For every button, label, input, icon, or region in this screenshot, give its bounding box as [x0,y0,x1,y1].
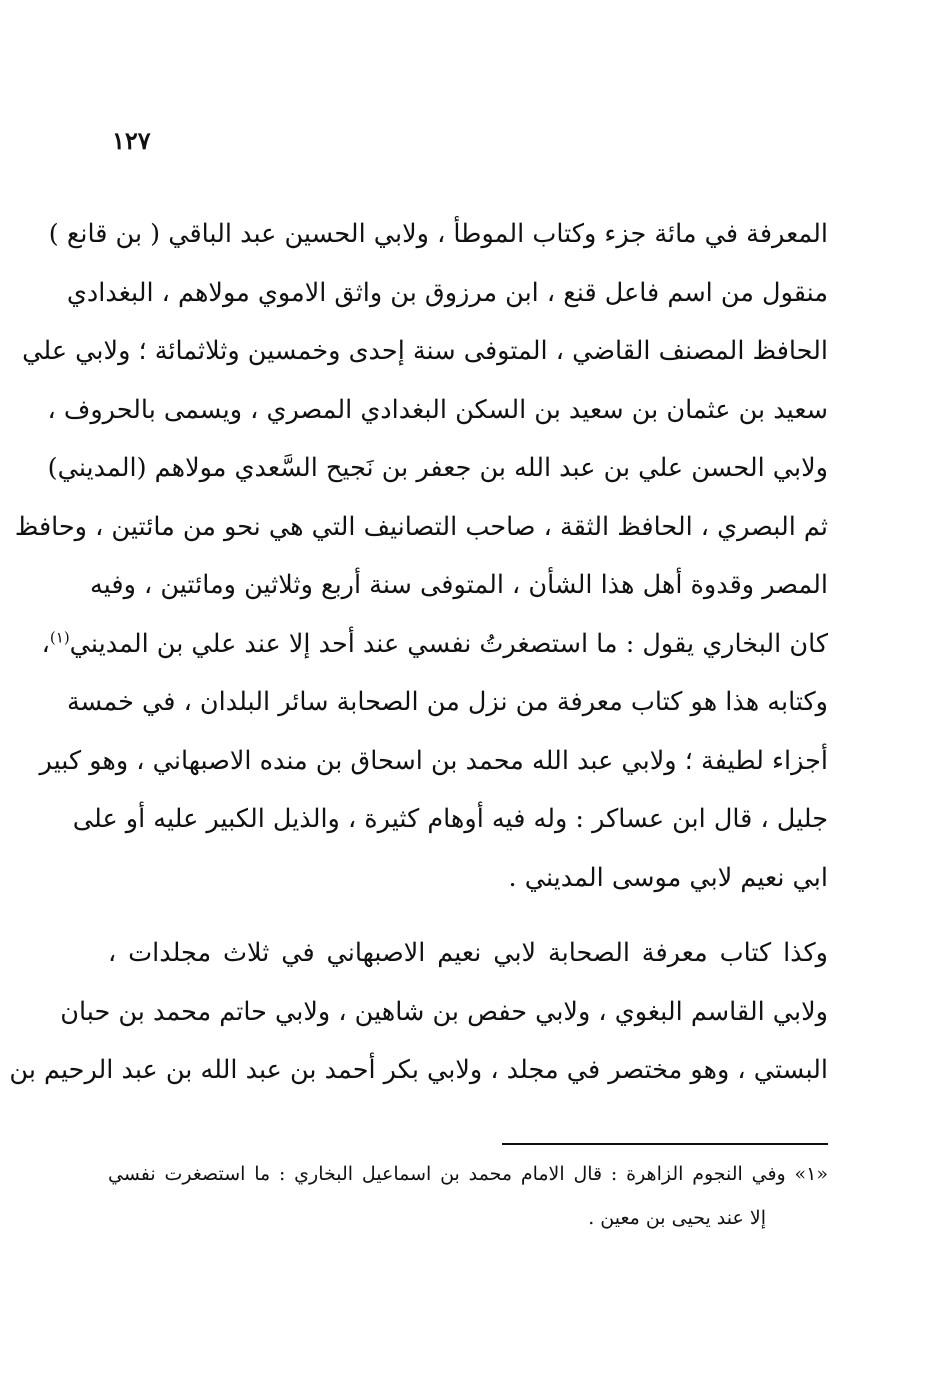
footnote-line: إلا عند يحيى بن معين . [588,1207,766,1229]
text-line: الحافظ المصنف القاضي ، المتوفى سنة إحدى وخمسين وثلاثمائة ؛ ولابي علي [22,336,828,366]
paragraph-gap [108,907,828,924]
text-line: وكذا كتاب معرفة الصحابة لابي نعيم الاصبهاني في ثلاث مجلدات ، [108,938,828,968]
main-text [9,205,828,1100]
text-line-content: كان البخاري يقول : ما استصغرتُ نفسي عند أحد إلا عند علي بن المديني [69,628,828,659]
footnote-reference[interactable]: (١) [49,628,70,646]
footnote-marker: «١» [794,1163,828,1185]
text-line: ابي نعيم لابي موسى المديني . [508,862,828,893]
footnote-text: وفي النجوم الزاهرة : قال الامام محمد بن اسماعيل البخاري : ما استصغرت نفسي [108,1163,786,1185]
footnote-line [108,1152,828,1196]
footnote-section [108,1152,828,1240]
text-line-with-footnote [41,615,828,674]
text-line: البستي ، وهو مختصر في مجلد ، ولابي بكر أحمد بن عبد الله بن عبد الرحيم بن [9,1055,828,1085]
text-line: ثم البصري ، الحافظ الثقة ، صاحب التصانيف التي هي نحو من مائتين ، وحافظ [14,511,828,542]
text-line: أجزاء لطيفة ؛ ولابي عبد الله محمد بن اسحاق بن منده الاصبهاني ، وهو كبير [39,745,828,776]
text-line: المصر وقدوة أهل هذا الشأن ، المتوفى سنة أربع وثلاثين ومائتين ، وفيه [90,570,828,600]
text-line: ولابي الحسن علي بن عبد الله بن جعفر بن نَجيح السَّعدي مولاهم (المديني) [47,453,828,483]
text-line: سعيد بن عثمان بن سعيد بن السكن البغدادي المصري ، ويسمى بالحروف ، [47,394,828,425]
text-line: وكتابه هذا هو كتاب معرفة من نزل من الصحابة سائر البلدان ، في خمسة [67,687,828,717]
text-line: جليل ، قال ابن عساكر : وله فيه أوهام كثيرة ، والذيل الكبير عليه أو على [72,804,828,834]
text-line: ولابي القاسم البغوي ، ولابي حفص بن شاهين ، ولابي حاتم محمد بن حبان [60,996,828,1027]
page-number: ١٢٧ [112,126,151,155]
text-line: منقول من اسم فاعل قنع ، ابن مرزوق بن واثق الاموي مولاهم ، البغدادي [66,277,828,308]
text-line: المعرفة في مائة جزء وكتاب الموطأ ، ولابي الحسين عبد الباقي ( بن قانع ) [48,219,828,249]
footnote-divider [502,1143,828,1145]
trailing-comma: ، [41,628,50,659]
